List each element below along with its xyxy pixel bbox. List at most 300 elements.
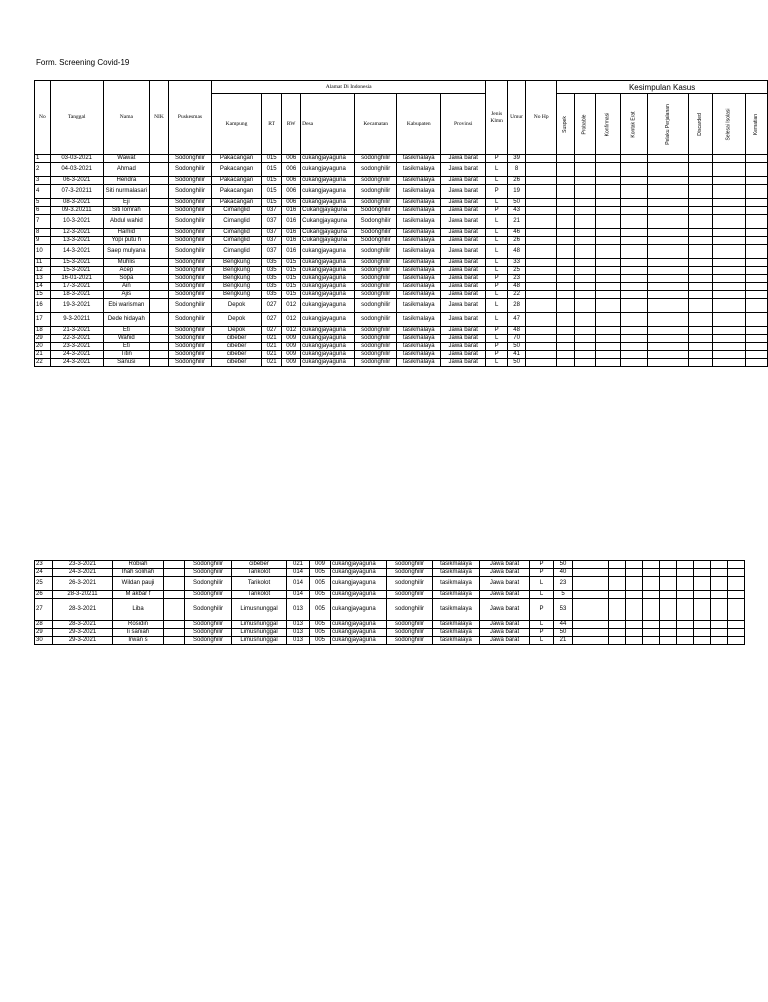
- cell-jenis-kelamin: L: [486, 291, 508, 299]
- cell-umur: 70: [508, 335, 526, 343]
- cell-kesimpulan: [728, 621, 745, 629]
- cell-umur: 44: [554, 621, 573, 629]
- cell-kesimpulan: [647, 155, 689, 163]
- cell-provinsi: Jawa barat: [480, 637, 530, 645]
- cell-tanggal: 10-3-2021: [50, 215, 103, 229]
- cell-kesimpulan: [745, 185, 767, 199]
- cell-tanggal: 23-3-2021: [53, 561, 113, 569]
- cell-kampung: Bengkung: [212, 267, 262, 275]
- cell-kesimpulan: [745, 335, 767, 343]
- cell-kesimpulan: [677, 591, 694, 599]
- table-row: [35, 177, 768, 185]
- cell-no-hp: [526, 215, 557, 229]
- cell-kesimpulan: [595, 229, 620, 237]
- cell-kesimpulan: [689, 313, 713, 327]
- cell-provinsi: Jawa barat: [441, 351, 486, 359]
- cell-kesimpulan: [689, 245, 713, 259]
- cell-rw: 005: [310, 629, 331, 637]
- cell-no: 27: [35, 599, 53, 621]
- cell-tanggal: 26-3-2021: [53, 577, 113, 591]
- cell-kesimpulan: [745, 291, 767, 299]
- cell-nama: Eti: [103, 343, 149, 351]
- cell-kesimpulan: [647, 313, 689, 327]
- cell-kesimpulan: [609, 599, 626, 621]
- cell-rw: 012: [282, 327, 301, 335]
- cell-tanggal: 18-3-2021: [50, 291, 103, 299]
- cell-rt: 037: [262, 245, 282, 259]
- cell-kabupaten: tasikmalaya: [433, 569, 480, 577]
- cell-provinsi: Jawa barat: [441, 259, 486, 267]
- cell-umur: 21: [554, 637, 573, 645]
- cell-kabupaten: tasikmalaya: [433, 591, 480, 599]
- cell-kabupaten: tasikmalaya: [397, 327, 441, 335]
- cell-kecamatan: sodonghilir: [354, 313, 396, 327]
- cell-rt: 021: [262, 335, 282, 343]
- cell-no: 24: [35, 569, 53, 577]
- cell-kesimpulan: [677, 637, 694, 645]
- cell-kesimpulan: [620, 155, 647, 163]
- cell-kecamatan: sodonghilir: [387, 591, 433, 599]
- table-row: [35, 245, 768, 259]
- cell-kesimpulan: [620, 313, 647, 327]
- cell-kesimpulan: [647, 291, 689, 299]
- cell-no: 18: [35, 327, 51, 335]
- cell-provinsi: Jawa barat: [441, 299, 486, 313]
- cell-rw: 009: [310, 561, 331, 569]
- cell-kesimpulan: [694, 561, 711, 569]
- cell-kampung: Bengkung: [212, 259, 262, 267]
- cell-kesimpulan: [728, 577, 745, 591]
- cell-no-hp: [526, 259, 557, 267]
- cell-kesimpulan: [557, 245, 575, 259]
- cell-nik: [150, 291, 169, 299]
- cell-provinsi: Jawa barat: [480, 561, 530, 569]
- cell-tanggal: 28-3-2021: [53, 621, 113, 629]
- cell-kampung: Pakacangan: [212, 199, 262, 207]
- table-row: [35, 215, 768, 229]
- cell-kesimpulan: [620, 343, 647, 351]
- table-row: [35, 637, 745, 645]
- cell-provinsi: Jawa barat: [441, 207, 486, 215]
- cell-rt: 014: [287, 569, 310, 577]
- cell-tanggal: 12-3-2021: [50, 229, 103, 237]
- cell-kesimpulan: [711, 629, 728, 637]
- cell-kesimpulan: [557, 215, 575, 229]
- cell-jenis-kelamin: P: [486, 185, 508, 199]
- cell-kesimpulan: [689, 359, 713, 367]
- cell-kecamatan: sodonghilir: [354, 327, 396, 335]
- cell-desa: cukangjayaguna: [301, 299, 355, 313]
- cell-kampung: Bengkung: [212, 283, 262, 291]
- cell-kampung: Cimanglid: [212, 215, 262, 229]
- cell-kesimpulan: [712, 291, 745, 299]
- cell-kampung: Tarikolot: [232, 591, 287, 599]
- cell-no-hp: [526, 163, 557, 177]
- cell-kesimpulan: [647, 299, 689, 313]
- cell-kecamatan: sodonghilir: [387, 577, 433, 591]
- cell-nama: Wawat: [103, 155, 149, 163]
- cell-rt: 037: [262, 215, 282, 229]
- cell-puskesmas: Sodonghilir: [168, 343, 211, 351]
- cell-umur: 23: [508, 275, 526, 283]
- cell-jenis-kelamin: L: [486, 237, 508, 245]
- cell-kesimpulan: [595, 343, 620, 351]
- cell-tanggal: 28-3-20211: [53, 591, 113, 599]
- cell-provinsi: Jawa barat: [441, 313, 486, 327]
- cell-kesimpulan: [595, 259, 620, 267]
- cell-kesimpulan: [609, 591, 626, 599]
- cell-nik: [150, 313, 169, 327]
- cell-puskesmas: Sodonghilir: [185, 637, 232, 645]
- cell-kecamatan: sodonghilir: [354, 259, 396, 267]
- cell-kesimpulan: [728, 569, 745, 577]
- cell-kesimpulan: [626, 561, 643, 569]
- cell-rw: 015: [282, 259, 301, 267]
- cell-kesimpulan: [712, 275, 745, 283]
- cell-nama: Ebi warisman: [103, 299, 149, 313]
- cell-tanggal: 28-3-2021: [53, 599, 113, 621]
- cell-kesimpulan: [745, 267, 767, 275]
- cell-kesimpulan: [745, 207, 767, 215]
- cell-kesimpulan: [647, 215, 689, 229]
- cell-desa: cukangjayaguna: [331, 629, 387, 637]
- cell-umur: 28: [508, 299, 526, 313]
- cell-nik: [150, 335, 169, 343]
- cell-nama: Yopi putu h: [103, 237, 149, 245]
- cell-kesimpulan: [574, 267, 595, 275]
- cell-desa: Cukangjayaguna: [301, 215, 355, 229]
- cell-provinsi: Jawa barat: [441, 177, 486, 185]
- cell-kesimpulan: [595, 207, 620, 215]
- table-row: [35, 207, 768, 215]
- cell-rw: 006: [282, 163, 301, 177]
- table-row: [35, 591, 745, 599]
- cell-kampung: Bengkung: [212, 275, 262, 283]
- cell-kesimpulan: [711, 577, 728, 591]
- cell-desa: cukangjayaguna: [301, 313, 355, 327]
- cell-kesimpulan: [712, 283, 745, 291]
- cell-puskesmas: Sodonghilir: [168, 215, 211, 229]
- cell-kesimpulan: [660, 621, 677, 629]
- cell-kesimpulan: [689, 207, 713, 215]
- cell-desa: cukangjayaguna: [301, 267, 355, 275]
- cell-kampung: Bengkung: [212, 291, 262, 299]
- cell-rw: 015: [282, 267, 301, 275]
- cell-provinsi: Jawa barat: [441, 245, 486, 259]
- cell-kesimpulan: [557, 199, 575, 207]
- cell-nama: Ihah solihah: [113, 569, 164, 577]
- cell-no: 21: [35, 351, 51, 359]
- cell-nama: Liba: [113, 599, 164, 621]
- cell-no-hp: [526, 343, 557, 351]
- cell-kesimpulan: [745, 313, 767, 327]
- cell-jenis-kelamin: P: [486, 351, 508, 359]
- cell-kesimpulan: [595, 185, 620, 199]
- cell-no-hp: [526, 351, 557, 359]
- cell-kecamatan: sodonghilir: [354, 359, 396, 367]
- cell-nik: [150, 177, 169, 185]
- cell-nik: [164, 621, 185, 629]
- cell-kecamatan: sodonghilir: [387, 599, 433, 621]
- cell-umur: 23: [554, 577, 573, 591]
- header-alamat: Alamat Di Indonesia: [212, 81, 486, 94]
- cell-kesimpulan: [620, 259, 647, 267]
- cell-kesimpulan: [595, 351, 620, 359]
- cell-umur: 43: [508, 207, 526, 215]
- cell-umur: 33: [508, 259, 526, 267]
- cell-kampung: Limusnunggal: [232, 629, 287, 637]
- cell-kesimpulan: [574, 291, 595, 299]
- cell-kesimpulan: [595, 237, 620, 245]
- table-row: [35, 629, 745, 637]
- cell-kesimpulan: [712, 155, 745, 163]
- cell-provinsi: Jawa barat: [480, 599, 530, 621]
- cell-rw: 016: [282, 237, 301, 245]
- cell-nik: [150, 275, 169, 283]
- cell-kesimpulan: [745, 351, 767, 359]
- cell-nik: [164, 561, 185, 569]
- cell-tanggal: 13-3-2021: [50, 237, 103, 245]
- cell-kesimpulan: [745, 259, 767, 267]
- table-row: [35, 259, 768, 267]
- cell-nik: [150, 327, 169, 335]
- cell-umur: 46: [508, 229, 526, 237]
- cell-kesimpulan: [643, 561, 660, 569]
- header-pelaku-perjalanan: Pelaku Perjalanan: [647, 94, 689, 155]
- cell-puskesmas: Sodonghilir: [168, 259, 211, 267]
- header-konfirmasi: Konfirmasi: [595, 94, 620, 155]
- cell-no: 29: [35, 335, 51, 343]
- cell-kesimpulan: [574, 163, 595, 177]
- cell-kesimpulan: [626, 577, 643, 591]
- cell-no: 29: [35, 629, 53, 637]
- cell-kesimpulan: [677, 561, 694, 569]
- cell-no: 28: [35, 621, 53, 629]
- cell-no: 12: [35, 267, 51, 275]
- cell-nama: Eti: [103, 327, 149, 335]
- table-row: [35, 577, 745, 591]
- cell-kesimpulan: [689, 335, 713, 343]
- cell-nama: Hendra: [103, 177, 149, 185]
- cell-desa: Cukangjayaguna: [301, 237, 355, 245]
- cell-kesimpulan: [745, 177, 767, 185]
- cell-no-hp: [573, 561, 609, 569]
- cell-kesimpulan: [574, 229, 595, 237]
- cell-kesimpulan: [647, 207, 689, 215]
- cell-kesimpulan: [643, 577, 660, 591]
- cell-kecamatan: Sodonghilir: [354, 237, 396, 245]
- cell-no-hp: [526, 155, 557, 163]
- cell-kesimpulan: [620, 283, 647, 291]
- cell-rw: 005: [310, 591, 331, 599]
- cell-kesimpulan: [574, 207, 595, 215]
- table-row: [35, 185, 768, 199]
- cell-kesimpulan: [595, 215, 620, 229]
- cell-kesimpulan: [620, 267, 647, 275]
- cell-no-hp: [526, 335, 557, 343]
- cell-puskesmas: Sodonghilir: [168, 177, 211, 185]
- cell-kesimpulan: [689, 163, 713, 177]
- cell-rw: 016: [282, 229, 301, 237]
- cell-kesimpulan: [595, 177, 620, 185]
- cell-desa: cukangjayaguna: [301, 351, 355, 359]
- cell-kesimpulan: [626, 629, 643, 637]
- cell-puskesmas: Sodonghilir: [168, 275, 211, 283]
- cell-tanggal: 15-3-2021: [50, 267, 103, 275]
- cell-umur: 41: [508, 351, 526, 359]
- cell-kesimpulan: [745, 215, 767, 229]
- cell-kesimpulan: [712, 237, 745, 245]
- cell-desa: cukangjayaguna: [301, 343, 355, 351]
- cell-kesimpulan: [745, 275, 767, 283]
- cell-kesimpulan: [694, 629, 711, 637]
- cell-kesimpulan: [711, 599, 728, 621]
- cell-kesimpulan: [595, 163, 620, 177]
- table-row: [35, 229, 768, 237]
- cell-kesimpulan: [557, 267, 575, 275]
- cell-kesimpulan: [745, 237, 767, 245]
- cell-provinsi: Jawa barat: [480, 591, 530, 599]
- cell-umur: 25: [508, 267, 526, 275]
- cell-kampung: Cimanglid: [212, 207, 262, 215]
- cell-no-hp: [526, 207, 557, 215]
- cell-umur: 19: [508, 185, 526, 199]
- cell-jenis-kelamin: P: [530, 569, 554, 577]
- cell-no: 3: [35, 177, 51, 185]
- cell-kampung: Tarikolot: [232, 577, 287, 591]
- cell-kesimpulan: [557, 327, 575, 335]
- cell-desa: cukangjayaguna: [301, 275, 355, 283]
- cell-no-hp: [526, 237, 557, 245]
- cell-kampung: cibeber: [212, 359, 262, 367]
- cell-kesimpulan: [647, 335, 689, 343]
- cell-kesimpulan: [712, 215, 745, 229]
- cell-kesimpulan: [595, 199, 620, 207]
- cell-kabupaten: tasikmalaya: [397, 343, 441, 351]
- cell-kesimpulan: [557, 283, 575, 291]
- cell-kesimpulan: [574, 185, 595, 199]
- cell-provinsi: Jawa barat: [441, 155, 486, 163]
- cell-provinsi: Jawa barat: [480, 621, 530, 629]
- cell-kesimpulan: [711, 621, 728, 629]
- cell-desa: cukangjayaguna: [301, 259, 355, 267]
- cell-kesimpulan: [620, 199, 647, 207]
- screening-table-continued: [34, 560, 745, 645]
- cell-provinsi: Jawa barat: [441, 343, 486, 351]
- cell-kesimpulan: [595, 245, 620, 259]
- cell-umur: 50: [554, 629, 573, 637]
- cell-no: 9: [35, 237, 51, 245]
- cell-kesimpulan: [574, 275, 595, 283]
- cell-kesimpulan: [609, 629, 626, 637]
- cell-kesimpulan: [689, 291, 713, 299]
- cell-rt: 027: [262, 327, 282, 335]
- cell-puskesmas: Sodonghilir: [185, 621, 232, 629]
- cell-kesimpulan: [689, 215, 713, 229]
- cell-no-hp: [526, 359, 557, 367]
- cell-rt: 013: [287, 637, 310, 645]
- header-kabupaten: Kabupaten: [397, 94, 441, 155]
- cell-provinsi: Jawa barat: [480, 577, 530, 591]
- cell-kesimpulan: [609, 561, 626, 569]
- cell-jenis-kelamin: P: [486, 275, 508, 283]
- cell-kecamatan: sodonghilir: [354, 343, 396, 351]
- cell-nik: [164, 591, 185, 599]
- cell-kabupaten: tasikmalaya: [397, 199, 441, 207]
- cell-no-hp: [573, 621, 609, 629]
- cell-no: 2: [35, 163, 51, 177]
- cell-kabupaten: tasikmalaya: [397, 237, 441, 245]
- cell-kesimpulan: [728, 599, 745, 621]
- cell-kesimpulan: [745, 359, 767, 367]
- cell-no-hp: [526, 229, 557, 237]
- cell-kesimpulan: [557, 299, 575, 313]
- table-row: [35, 599, 745, 621]
- cell-provinsi: Jawa barat: [441, 327, 486, 335]
- cell-nik: [150, 207, 169, 215]
- cell-kecamatan: sodonghilir: [354, 283, 396, 291]
- table-row: [35, 561, 745, 569]
- header-rw: RW: [282, 94, 301, 155]
- cell-rt: 013: [287, 629, 310, 637]
- cell-jenis-kelamin: L: [486, 259, 508, 267]
- header-no: No: [35, 81, 51, 155]
- cell-rt: 027: [262, 313, 282, 327]
- cell-kampung: Limusnunggal: [232, 599, 287, 621]
- cell-kesimpulan: [574, 177, 595, 185]
- cell-rt: 015: [262, 155, 282, 163]
- cell-provinsi: Jawa barat: [441, 185, 486, 199]
- cell-kesimpulan: [660, 561, 677, 569]
- cell-kabupaten: tasikmalaya: [397, 359, 441, 367]
- header-tanggal: Tanggal: [50, 81, 103, 155]
- cell-no-hp: [526, 177, 557, 185]
- cell-nama: Robiah: [113, 561, 164, 569]
- cell-kesimpulan: [557, 313, 575, 327]
- cell-kecamatan: sodonghilir: [387, 629, 433, 637]
- cell-desa: cukangjayaguna: [301, 283, 355, 291]
- cell-nama: Siti nurmalasari: [103, 185, 149, 199]
- cell-umur: 39: [508, 155, 526, 163]
- cell-nik: [150, 283, 169, 291]
- cell-tanggal: 17-3-2021: [50, 283, 103, 291]
- table-body-continued: [35, 561, 745, 645]
- cell-kesimpulan: [620, 177, 647, 185]
- cell-kampung: cibeber: [212, 343, 262, 351]
- cell-kabupaten: tasikmalaya: [397, 291, 441, 299]
- cell-tanggal: 29-3-2021: [53, 629, 113, 637]
- cell-puskesmas: Sodonghilir: [168, 155, 211, 163]
- cell-kesimpulan: [745, 229, 767, 237]
- cell-kesimpulan: [745, 343, 767, 351]
- cell-kesimpulan: [557, 359, 575, 367]
- cell-desa: cukangjayaguna: [301, 199, 355, 207]
- cell-kesimpulan: [677, 569, 694, 577]
- cell-no: 13: [35, 275, 51, 283]
- cell-kesimpulan: [660, 577, 677, 591]
- form-title: Form. Screening Covid-19: [36, 58, 130, 67]
- cell-kesimpulan: [595, 359, 620, 367]
- table-row: [35, 569, 745, 577]
- cell-kesimpulan: [647, 343, 689, 351]
- header-desa: Desa: [301, 94, 355, 155]
- cell-jenis-kelamin: L: [530, 637, 554, 645]
- cell-kesimpulan: [660, 637, 677, 645]
- cell-no: 26: [35, 591, 53, 599]
- cell-kesimpulan: [574, 215, 595, 229]
- cell-kesimpulan: [712, 359, 745, 367]
- cell-no: 6: [35, 207, 51, 215]
